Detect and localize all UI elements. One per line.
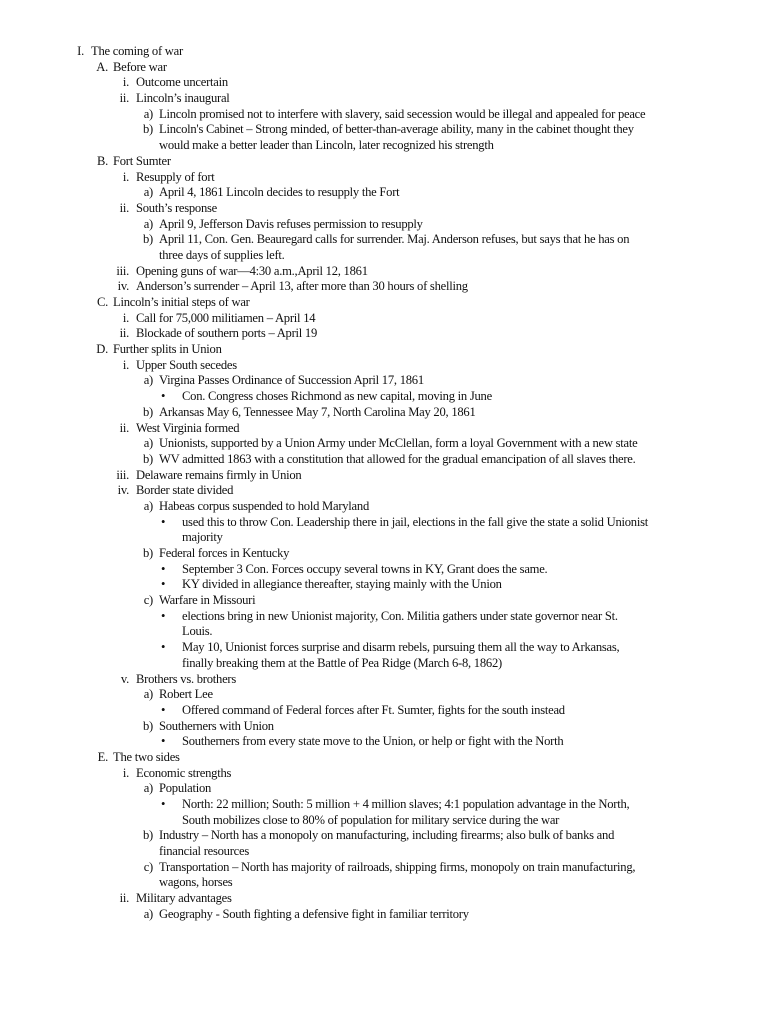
outline-line — [0, 279, 768, 295]
outline-text: Anderson’s surrender – April 13, after more than 30 hours of shelling — [136, 279, 468, 294]
outline-line — [0, 483, 768, 499]
outline-line — [0, 530, 768, 546]
outline-line — [0, 813, 768, 829]
outline-label: b) — [143, 546, 153, 560]
outline-line — [0, 75, 768, 91]
outline-text: North: 22 million; South: 5 million + 4 million slaves; 4:1 population advantage in the North, — [182, 797, 630, 811]
outline-text: Lincoln’s initial steps of war — [113, 295, 250, 309]
outline-line — [0, 828, 768, 844]
outline-label: c) — [143, 859, 153, 874]
outline-text: South mobilizes close to 80% of population for military service during the war — [182, 812, 560, 827]
outline-label: B. — [96, 153, 108, 168]
outline-text: The coming of war — [91, 44, 183, 58]
outline-text: Blockade of southern ports – April 19 — [136, 326, 318, 341]
outline-line — [0, 468, 768, 484]
outline-text: KY divided in allegiance thereafter, staying mainly with the Union — [182, 577, 502, 592]
outline-text: Lincoln promised not to interfere with slavery, said secession would be illegal and appealed for peace — [159, 106, 646, 121]
outline-line — [0, 452, 768, 468]
outline-text: Fort Sumter — [113, 153, 171, 168]
outline-label: iii. — [116, 467, 129, 482]
outline-text: Opening guns of war—4:30 a.m.,April 12, 1861 — [136, 263, 368, 278]
outline-label: iv. — [117, 279, 129, 294]
outline-line — [0, 138, 768, 154]
outline-line — [0, 656, 768, 672]
outline-line — [0, 201, 768, 217]
bullet-icon: • — [161, 734, 166, 749]
outline-line — [0, 672, 768, 688]
outline-label: ii. — [119, 891, 129, 906]
outline-label: ii. — [119, 200, 129, 215]
outline-text: Arkansas May 6, Tennessee May 7, North Carolina May 20, 1861 — [159, 404, 476, 419]
outline-line — [0, 436, 768, 452]
outline-text: finally breaking them at the Battle of Pea Ridge (March 6-8, 1862) — [182, 655, 502, 670]
outline-line — [0, 60, 768, 76]
outline-line — [0, 373, 768, 389]
outline-text: Federal forces in Kentucky — [159, 546, 290, 560]
outline-text: would make a better leader than Lincoln, later recognized his strength — [159, 138, 494, 153]
outline-line — [0, 781, 768, 797]
outline-line — [0, 421, 768, 437]
outline-text: Outcome uncertain — [136, 75, 228, 90]
outline-line — [0, 185, 768, 201]
outline-text: Resupply of fort — [136, 169, 215, 184]
outline-label: b) — [143, 122, 153, 137]
outline-text: wagons, horses — [159, 875, 233, 890]
outline-text: Call for 75,000 militiamen – April 14 — [136, 310, 316, 325]
bullet-icon: • — [161, 514, 166, 529]
outline-label: i. — [122, 310, 129, 325]
outline-label: a) — [143, 498, 153, 513]
outline-line — [0, 154, 768, 170]
outline-line — [0, 326, 768, 342]
outline-line — [0, 797, 768, 813]
outline-text: Transportation – North has majority of railroads, shipping firms, monopoly on train manufacturing, — [159, 859, 636, 874]
outline-label: a) — [143, 687, 153, 702]
outline-line — [0, 295, 768, 311]
outline-label: a) — [143, 106, 153, 121]
bullet-icon: • — [161, 561, 166, 576]
outline-text: majority — [182, 530, 223, 545]
outline-text: elections bring in new Unionist majority, Con. Militia gathers under state governor near St. — [182, 608, 618, 623]
outline-text: Military advantages — [136, 891, 232, 906]
outline-text: Delaware remains firmly in Union — [136, 467, 302, 482]
outline-line — [0, 311, 768, 327]
outline-label: iii. — [116, 263, 129, 278]
outline-label: b) — [143, 828, 153, 843]
outline-line — [0, 122, 768, 138]
outline-label: D. — [96, 342, 108, 357]
outline-line — [0, 719, 768, 735]
outline-line — [0, 875, 768, 891]
outline-text: Lincoln's Cabinet – Strong minded, of better-than-average ability, many in the cabinet thought they — [159, 122, 634, 137]
outline-text: September 3 Con. Forces occupy several towns in KY, Grant does the same. — [182, 561, 548, 576]
outline-line — [0, 577, 768, 593]
outline-text: Geography - South fighting a defensive fight in familiar territory — [159, 906, 469, 921]
outline-label: a) — [143, 781, 153, 796]
outline-text: WV admitted 1863 with a constitution that allowed for the gradual emancipation of all slaves there. — [159, 451, 636, 466]
outline-line — [0, 562, 768, 578]
outline-line — [0, 107, 768, 123]
outline-line — [0, 170, 768, 186]
outline-line — [0, 891, 768, 907]
outline-label: v. — [120, 671, 129, 686]
outline-text: Southerners with Union — [159, 718, 274, 733]
outline-text: three days of supplies left. — [159, 247, 285, 262]
outline-line — [0, 405, 768, 421]
outline-label: a) — [143, 436, 153, 451]
outline-line — [0, 248, 768, 264]
outline-label: ii. — [119, 420, 129, 435]
outline-label: b) — [143, 232, 153, 247]
outline-text: April 4, 1861 Lincoln decides to resupply the Fort — [159, 185, 400, 200]
outline-line — [0, 546, 768, 562]
outline-label: b) — [143, 404, 153, 419]
outline-text: Border state divided — [136, 483, 234, 498]
outline-text: Louis. — [182, 624, 213, 639]
outline-line — [0, 593, 768, 609]
outline-label: I. — [77, 44, 84, 58]
outline-line — [0, 264, 768, 280]
outline-line — [0, 217, 768, 233]
outline-label: i. — [122, 75, 129, 90]
outline-text: Further splits in Union — [113, 342, 222, 357]
outline-text: Population — [159, 781, 212, 796]
outline-text: South’s response — [136, 200, 218, 215]
outline-line — [0, 44, 768, 60]
outline-label: ii. — [119, 91, 129, 106]
outline-label: A. — [96, 59, 108, 74]
outline-line — [0, 766, 768, 782]
outline-text: Before war — [113, 59, 167, 74]
outline-line — [0, 358, 768, 374]
outline-text: Economic strengths — [136, 765, 232, 780]
outline-label: b) — [143, 451, 153, 466]
outline-text: Offered command of Federal forces after Ft. Sumter, fights for the south instead — [182, 702, 565, 717]
outline-text: May 10, Unionist forces surprise and disarm rebels, pursuing them all the way to Arkansas, — [182, 640, 620, 655]
outline-line — [0, 624, 768, 640]
outline-label: i. — [122, 357, 129, 372]
outline-line — [0, 389, 768, 405]
outline-line — [0, 232, 768, 248]
outline-text: Robert Lee — [159, 687, 213, 702]
outline-label: E. — [97, 749, 108, 764]
outline-label: b) — [143, 718, 153, 733]
outline-label: ii. — [119, 326, 129, 341]
bullet-icon: • — [161, 797, 166, 811]
outline-label: C. — [96, 295, 108, 309]
outline-line — [0, 515, 768, 531]
outline-text: Warfare in Missouri — [159, 593, 256, 608]
bullet-icon: • — [161, 389, 166, 404]
outline-text: Industry – North has a monopoly on manufacturing, including firearms; also bulk of banks and — [159, 828, 615, 843]
outline-label: c) — [143, 593, 153, 608]
outline-line — [0, 734, 768, 750]
outline-text: used this to throw Con. Leadership there in jail, elections in the fall give the state a solid Unionist — [182, 514, 649, 529]
bullet-icon: • — [161, 640, 166, 655]
outline-line — [0, 499, 768, 515]
outline-text: Con. Congress choses Richmond as new capital, moving in June — [182, 389, 492, 404]
outline-text: Habeas corpus suspended to hold Maryland — [159, 498, 369, 513]
outline-label: i. — [122, 169, 129, 184]
outline-text: The two sides — [113, 749, 180, 764]
outline-label: a) — [143, 906, 153, 921]
outline-text: Lincoln’s inaugural — [136, 91, 230, 106]
outline-line — [0, 860, 768, 876]
outline-text: Virgina Passes Ordinance of Succession April 17, 1861 — [159, 373, 424, 388]
outline-line — [0, 640, 768, 656]
outline-line — [0, 844, 768, 860]
outline-line — [0, 907, 768, 923]
outline-text: West Virginia formed — [136, 420, 240, 435]
outline-line — [0, 91, 768, 107]
outline-text: financial resources — [159, 844, 250, 859]
outline-label: a) — [143, 373, 153, 388]
outline-label: iv. — [117, 483, 129, 498]
outline-line — [0, 750, 768, 766]
outline-text: Brothers vs. brothers — [136, 671, 237, 686]
outline-line — [0, 703, 768, 719]
outline-text: April 9, Jefferson Davis refuses permission to resupply — [159, 216, 423, 231]
outline-text: Unionists, supported by a Union Army under McClellan, form a loyal Government with a new state — [159, 436, 638, 451]
bullet-icon: • — [161, 608, 166, 623]
outline-label: i. — [122, 765, 129, 780]
outline-text: April 11, Con. Gen. Beauregard calls for surrender. Maj. Anderson refuses, but says that he has on — [159, 232, 630, 247]
outline-label: a) — [143, 216, 153, 231]
outline-text: Upper South secedes — [136, 357, 237, 372]
outline-label: a) — [143, 185, 153, 200]
outline-line — [0, 342, 768, 358]
outline-line — [0, 687, 768, 703]
bullet-icon: • — [161, 577, 166, 592]
bullet-icon: • — [161, 702, 166, 717]
outline-text: Southerners from every state move to the Union, or help or fight with the North — [182, 734, 564, 749]
outline-line — [0, 609, 768, 625]
